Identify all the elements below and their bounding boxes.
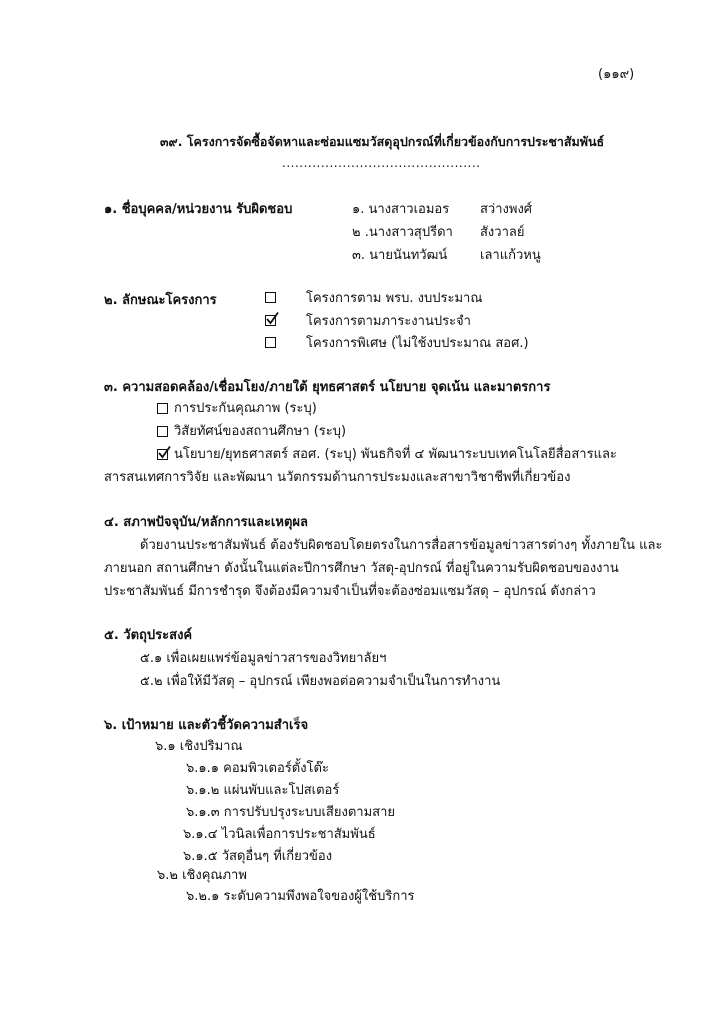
quality-item-1: ๖.๒.๑ ระดับความพึงพอใจของผู้ใช้บริการ [186, 889, 415, 904]
option-vision: วิสัยทัศน์ของสถานศึกษา (ระบุ) [174, 424, 347, 439]
checkbox-vision[interactable] [157, 426, 168, 437]
target-item-2: ๖.๑.๒ แผ่นพับและโปสเตอร์ [186, 783, 340, 798]
section-2-heading: ๒. ลักษณะโครงการ [104, 293, 217, 308]
checkmark-icon [265, 311, 280, 326]
person-2-surname: สังวาลย์ [480, 225, 525, 240]
title-dots: .............................................. [282, 156, 481, 170]
section-6-heading: ๖. เป้าหมาย และตัวชี้วัดความสำเร็จ [104, 718, 309, 733]
qualitative-heading: ๖.๒ เชิงคุณภาพ [157, 868, 247, 883]
document-title: ๓๙. โครงการจัดซื้อจัดหาและซ่อมแซมวัสดุอุปกรณ์ที่เกี่ยวข้องกับการประชาสัมพันธ์ [160, 134, 605, 149]
section-3-heading: ๓. ความสอดคล้อง/เชื่อมโยง/ภายใต้ ยุทธศาสตร์ นโยบาย จุดเน้น และมาตรการ [104, 380, 551, 395]
person-1-surname: สว่างพงศ์ [480, 202, 533, 217]
rationale-line-2: ภายนอก สถานศึกษา ดังนั้นในแต่ละปีการศึกษา วัสดุ-อุปกรณ์ ที่อยู่ในความรับผิดชอบของงาน [104, 561, 619, 576]
rationale-line-3: ประชาสัมพันธ์ มีการชำรุด จึงต้องมีความจำเป็นที่จะต้องซ่อมแซมวัสดุ – อุปกรณ์ ดังกล่าว [104, 584, 596, 599]
target-item-4: ๖.๑.๔ ไวนิลเพื่อการประชาสัมพันธ์ [183, 827, 376, 842]
objective-1: ๕.๑ เพื่อเผยแพร่ข้อมูลข่าวสารของวิทยาลัยฯ [140, 651, 387, 666]
rationale-line-1: ด้วยงานประชาสัมพันธ์ ต้องรับผิดชอบโดยตรงในการสื่อสารข้อมูลข่าวสารต่างๆ ทั้งภายใน และ [140, 538, 663, 553]
section-1-heading: ๑. ชื่อบุคคล/หน่วยงาน รับผิดชอบ [104, 202, 293, 217]
option-policy: นโยบาย/ยุทธศาสตร์ สอศ. (ระบุ) พันธกิจที่ ๔ พัฒนาระบบเทคโนโลยีสื่อสารและ [174, 447, 617, 462]
checkbox-policy[interactable] [157, 449, 168, 460]
policy-continuation: สารสนเทศการวิจัย และพัฒนา นวัตกรรมด้านการประมงและสาขาวิชาชีพที่เกี่ยวข้อง [104, 470, 571, 485]
person-3-name: ๓. นายนันทวัฒน์ [352, 248, 448, 263]
page-number: (๑๑๙) [598, 67, 635, 82]
checkbox-quality-assurance[interactable] [157, 403, 168, 414]
person-2-name: ๒ .นางสาวสุปรีดา [352, 225, 453, 240]
objective-2: ๕.๒ เพื่อให้มีวัสดุ – อุปกรณ์ เพียงพอต่อความจำเป็นในการทำงาน [140, 674, 501, 689]
section-5-heading: ๕. วัตถุประสงค์ [104, 628, 193, 643]
target-item-5: ๖.๑.๕ วัสดุอื่นๆ ที่เกี่ยวข้อง [183, 849, 333, 864]
option-quality-assurance: การประกันคุณภาพ (ระบุ) [174, 401, 317, 416]
option-special-project: โครงการพิเศษ (ไม่ใช้งบประมาณ สอศ.) [306, 336, 529, 351]
target-item-1: ๖.๑.๑ คอมพิวเตอร์ตั้งโต๊ะ [186, 761, 329, 776]
option-routine-project: โครงการตามภาระงานประจำ [306, 314, 471, 329]
option-budget-project: โครงการตาม พรบ. งบประมาณ [306, 291, 483, 306]
checkbox-budget-project[interactable] [265, 292, 276, 303]
quantitative-heading: ๖.๑ เชิงปริมาณ [155, 739, 243, 754]
person-1-name: ๑. นางสาวเอมอร [352, 202, 450, 217]
section-4-heading: ๔. สภาพปัจจุบัน/หลักการและเหตุผล [104, 515, 308, 530]
checkbox-special-project[interactable] [265, 337, 276, 348]
checkmark-icon [157, 445, 172, 460]
target-item-3: ๖.๑.๓ การปรับปรุงระบบเสียงตามสาย [186, 805, 395, 820]
checkbox-routine-project[interactable] [265, 315, 276, 326]
person-3-surname: เลาแก้วหนู [480, 248, 541, 263]
